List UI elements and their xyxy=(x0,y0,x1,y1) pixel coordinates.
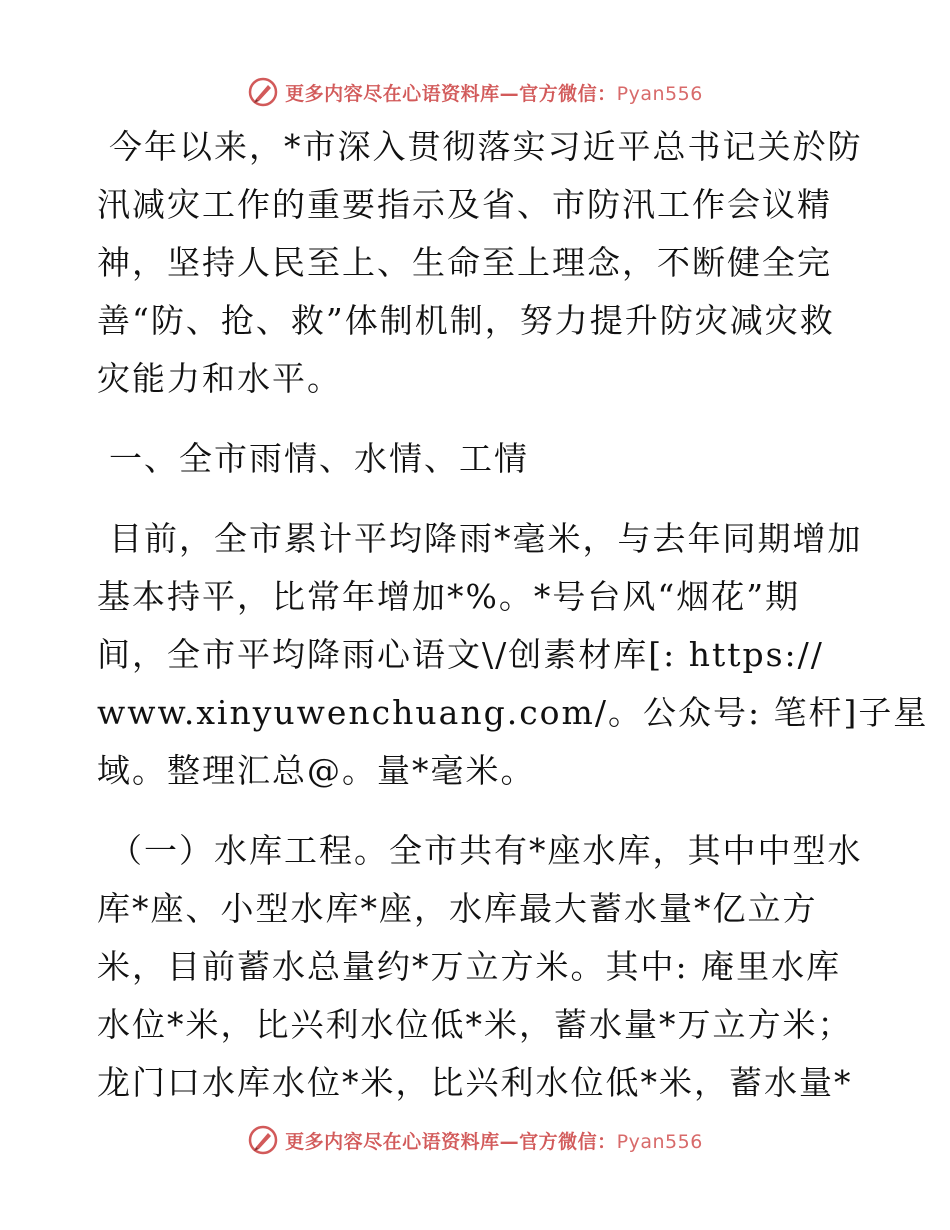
heading-line: 一、全市雨情、水情、工情 xyxy=(109,439,529,478)
text-line: 库*座、小型水库*座，水库最大蓄水量*亿立方 xyxy=(97,889,818,928)
watermark-header xyxy=(0,72,950,112)
text-line: （一）水库工程。全市共有*座水库，其中中型水 xyxy=(109,831,863,870)
pen-logo-icon xyxy=(247,76,279,108)
text-line: 神，坚持人民至上、生命至上理念，不断健全完 xyxy=(97,243,832,282)
watermark-text: 更多内容尽在心语资料库—官方微信：Pyan556 xyxy=(285,1130,703,1153)
document-body xyxy=(97,118,929,1134)
text-line: 水位*米，比兴利水位低*米，蓄水量*万立方米； xyxy=(97,1005,853,1044)
text-line: 今年以来，*市深入贯彻落实习近平总书记关於防 xyxy=(109,127,863,166)
watermark-footer xyxy=(0,1120,950,1160)
text-line: 目前，全市累计平均降雨*毫米，与去年同期增加 xyxy=(109,519,863,558)
paragraph-intro xyxy=(97,118,863,408)
text-line: 米，目前蓄水总量约*万立方米。其中: 庵里水库 xyxy=(97,947,842,986)
pen-logo-icon xyxy=(247,1124,279,1156)
paragraph-rainfall xyxy=(97,510,929,800)
text-line: 汛减灾工作的重要指示及省、市防汛工作会议精 xyxy=(97,185,832,224)
text-line: 灾能力和水平。 xyxy=(97,359,342,398)
text-line: 基本持平，比常年增加*%。*号台风“烟花”期 xyxy=(97,577,801,616)
section-heading xyxy=(97,430,857,488)
text-line: 善“防、抢、救”体制机制，努力提升防灾减灾救 xyxy=(97,301,835,340)
text-line: 龙门口水库水位*米，比兴利水位低*米，蓄水量* xyxy=(97,1063,853,1102)
text-line: www.xinyuwenchuang.com/。公众号: 笔杆]子星 xyxy=(97,693,929,732)
watermark-text: 更多内容尽在心语资料库—官方微信：Pyan556 xyxy=(285,82,703,105)
text-line: 间，全市平均降雨心语文\/创素材库[: https:// xyxy=(97,635,824,674)
text-line: 域。整理汇总@。量*毫米。 xyxy=(97,751,536,790)
paragraph-reservoir xyxy=(97,822,863,1112)
